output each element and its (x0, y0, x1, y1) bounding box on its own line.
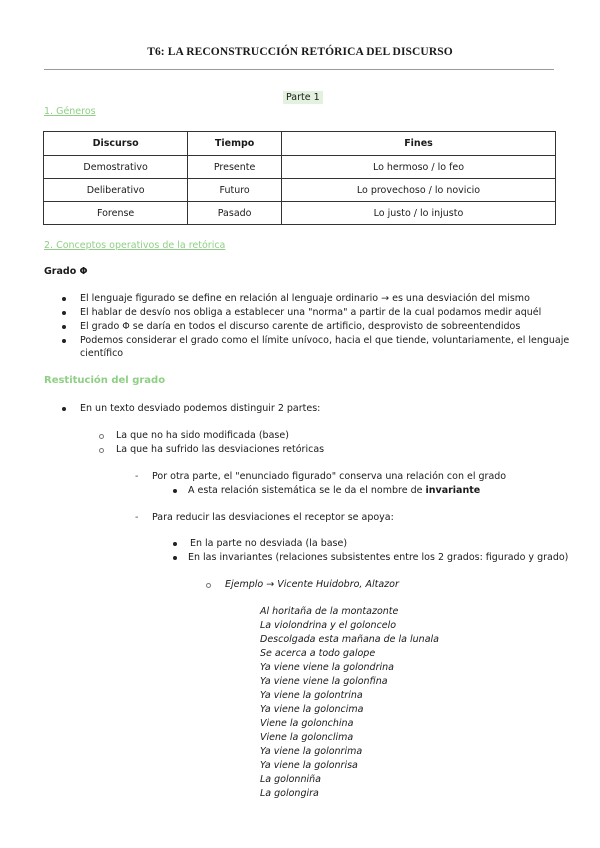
circle-bullet-icon (99, 448, 104, 453)
table-cell: Futuro (188, 179, 282, 202)
poem-line: La golonniña (260, 774, 321, 785)
list-item: En las invariantes (relaciones subsistentes entre los 2 grados: figurado y grado) (188, 552, 569, 563)
table-cell: Lo hermoso / lo feo (281, 156, 555, 179)
poem-line: La violondrina y el goloncelo (260, 620, 397, 631)
table-cell: Lo provechoso / lo novicio (281, 179, 555, 202)
table-cell: Presente (188, 156, 282, 179)
list-item: El hablar de desvío nos obliga a establecer una "norma" a partir de la cual podamos medir aquél (80, 307, 542, 318)
section-link-generos[interactable]: 1. Géneros (44, 106, 96, 117)
list-item: La que ha sufrido las desviaciones retóricas (116, 444, 325, 455)
bullet-icon (62, 311, 66, 315)
poem-line: Ya viene viene la golondrina (260, 662, 394, 673)
circle-bullet-icon (206, 583, 211, 588)
grado-heading: Grado Φ (44, 266, 88, 277)
section-link-conceptos[interactable]: 2. Conceptos operativos de la retórica (44, 240, 226, 251)
document-title: T6: LA RECONSTRUCCIÓN RETÓRICA DEL DISCURSO (147, 46, 453, 58)
table-cell: Pasado (188, 202, 282, 225)
table-row (44, 202, 556, 225)
list-item: Para reducir las desviaciones el receptor se apoya: (152, 512, 394, 523)
restitucion-heading: Restitución del grado (44, 375, 166, 386)
list-item: Por otra parte, el "enunciado figurado" conserva una relación con el grado (152, 471, 507, 482)
list-item-continuation: científico (80, 348, 124, 359)
bullet-icon (62, 339, 66, 343)
bullet-icon (173, 556, 177, 560)
list-item (188, 485, 480, 496)
list-item: La que no ha sido modificada (base) (116, 430, 289, 441)
bullet-icon (62, 407, 66, 411)
list-item: El grado Φ se daría en todos el discurso carente de artificio, desprovisto de sobreentendidos (80, 321, 521, 332)
part-label: Parte 1 (283, 91, 323, 104)
table-header: Fines (281, 132, 555, 156)
table-cell: Demostrativo (44, 156, 188, 179)
poem-line: Viene la golonchina (260, 718, 354, 729)
list-item: En un texto desviado podemos distinguir 2 partes: (80, 403, 321, 414)
poem-line: Descolgada esta mañana de la lunala (260, 634, 439, 645)
bullet-icon (173, 542, 177, 546)
poem-line: Se acerca a todo galope (260, 648, 376, 659)
table-header: Tiempo (188, 132, 282, 156)
list-item: En la parte no desviada (la base) (190, 538, 348, 549)
table-header: Discurso (44, 132, 188, 156)
table-cell: Lo justo / lo injusto (281, 202, 555, 225)
title-divider (44, 69, 554, 70)
poem-line: Ya viene la golontrina (260, 690, 363, 701)
bullet-icon (62, 325, 66, 329)
invariante-text: A esta relación sistemática se le da el nombre de (188, 485, 426, 496)
genres-table (43, 131, 556, 225)
bullet-icon (62, 297, 66, 301)
table-cell: Deliberativo (44, 179, 188, 202)
poem-line: La golongira (260, 788, 319, 799)
table-row (44, 156, 556, 179)
example-label: Ejemplo → Vicente Huidobro, Altazor (225, 579, 399, 590)
poem-line: Viene la golonclima (260, 732, 354, 743)
circle-bullet-icon (99, 434, 104, 439)
invariante-term: invariante (425, 485, 481, 496)
bullet-icon (173, 489, 177, 493)
list-item: Podemos considerar el grado como el límite unívoco, hacia el que tiende, voluntariamente, el lenguaje (80, 335, 570, 346)
table-cell: Forense (44, 202, 188, 225)
poem-line: Ya viene viene la golonfina (260, 676, 388, 687)
list-item: El lenguaje figurado se define en relación al lenguaje ordinario → es una desviación del mismo (80, 293, 530, 304)
poem-line: Al horitaña de la montazonte (260, 606, 399, 617)
table-header-row (44, 132, 556, 156)
dash-bullet-icon: - (135, 512, 139, 523)
poem-line: Ya viene la golonrisa (260, 760, 358, 771)
dash-bullet-icon: - (135, 471, 139, 482)
poem-line: Ya viene la goloncima (260, 704, 364, 715)
table-row (44, 179, 556, 202)
poem-line: Ya viene la golonrima (260, 746, 363, 757)
